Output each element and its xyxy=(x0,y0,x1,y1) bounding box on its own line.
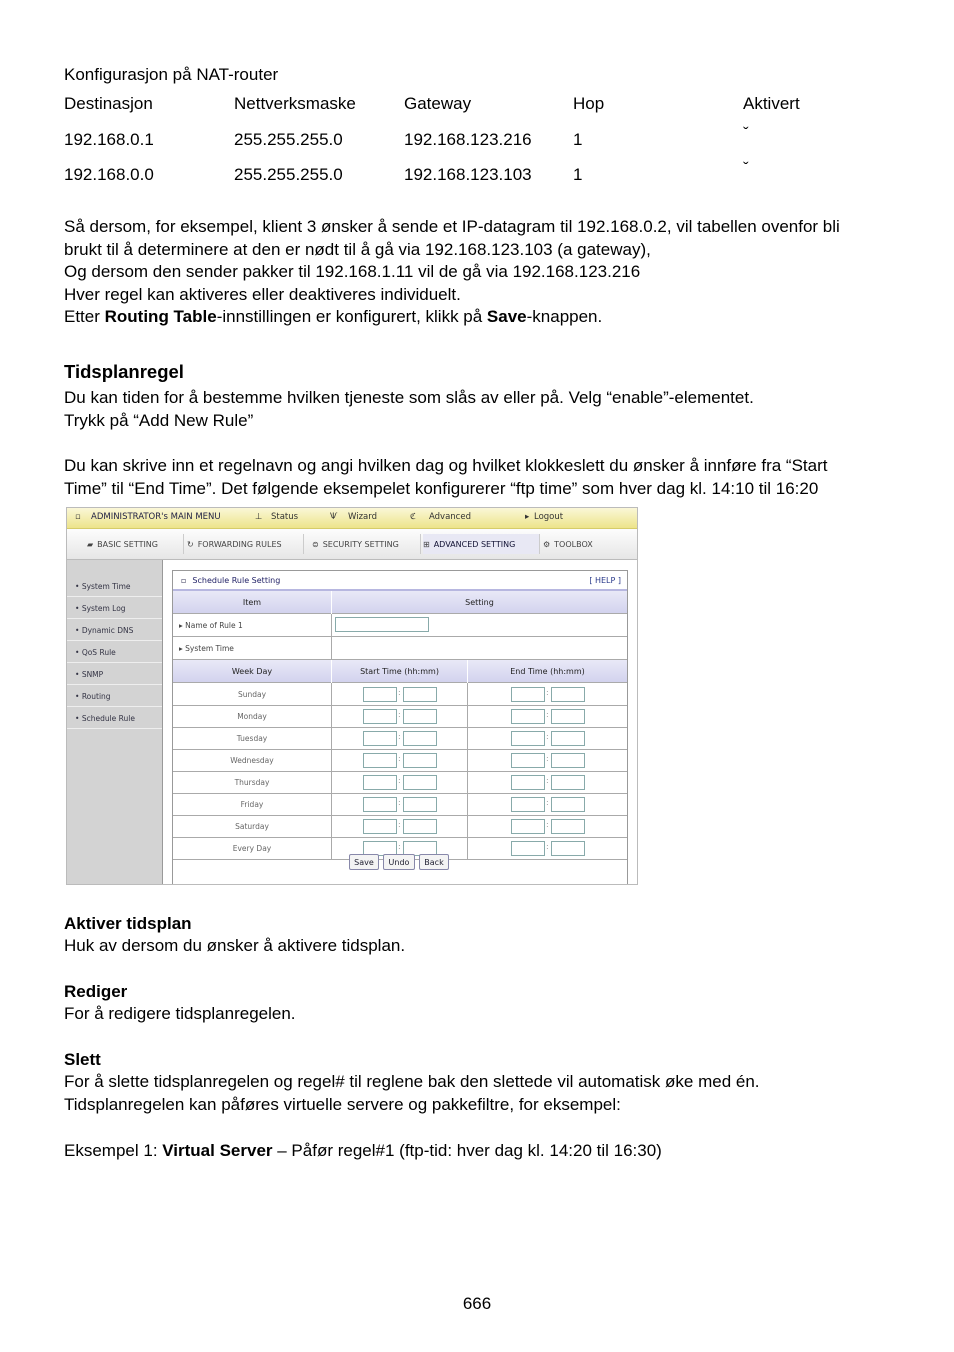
slett-text xyxy=(64,1071,914,1116)
divider xyxy=(331,614,332,636)
day-row xyxy=(173,727,627,750)
time-colon: : xyxy=(398,842,401,851)
end-minute-input[interactable] xyxy=(551,797,585,812)
end-hour-input[interactable] xyxy=(511,841,545,856)
schedule-description xyxy=(64,455,914,500)
slett-heading: Slett xyxy=(64,1050,101,1069)
day-row xyxy=(173,771,627,794)
sidebar-label: System Log xyxy=(81,603,126,613)
label-text: System Time xyxy=(185,643,234,653)
sidebar-item-routing[interactable]: • Routing xyxy=(67,686,162,707)
end-minute-input[interactable] xyxy=(551,687,585,702)
col-start-time-header: Start Time (hh:mm) xyxy=(332,660,467,683)
sidebar-item-snmp[interactable]: • SNMP xyxy=(67,664,162,685)
sidebar-label: Schedule Rule xyxy=(81,713,135,723)
tab-forwarding-rules[interactable] xyxy=(187,534,304,554)
menu-logout[interactable]: Logout xyxy=(534,512,564,522)
text-span: Eksempel 1: xyxy=(64,1141,163,1160)
schedule-rule-panel xyxy=(172,570,628,885)
tab-toolbox[interactable] xyxy=(543,534,617,554)
nat-cell: 255.255.255.0 xyxy=(234,165,343,184)
end-minute-input[interactable] xyxy=(551,753,585,768)
day-label: Monday xyxy=(237,711,267,721)
nat-cell: 1 xyxy=(573,165,583,184)
start-hour-input[interactable] xyxy=(363,753,397,768)
text-line: Time” til “End Time”. Det følgende eksempelet konfigurerer “ftp time” som hver dag kl. 14:10 til 16:20 xyxy=(64,478,819,498)
col-end-time-header: End Time (hh:mm) xyxy=(468,660,627,683)
end-minute-input[interactable] xyxy=(551,775,585,790)
day-label: Wednesday xyxy=(230,755,274,765)
divider xyxy=(331,637,332,659)
label-text: Name of Rule 1 xyxy=(185,620,243,630)
undo-button[interactable]: Undo xyxy=(383,854,415,870)
aktiver-heading: Aktiver tidsplan xyxy=(64,914,192,933)
start-hour-input[interactable] xyxy=(363,775,397,790)
day-row xyxy=(173,705,627,728)
basic-setting-icon: ▰ xyxy=(87,539,94,549)
text-line: Så dersom, for eksempel, klient 3 ønsker å sende et IP-datagram til 192.168.0.2, vil tabellen ovenfor bli xyxy=(64,217,840,236)
rule-name-label: ▸ Name of Rule 1 xyxy=(179,620,243,630)
text-line: Du kan skrive inn et regelnavn og angi hvilken dag og hvilket klokkeslett du ønsker å innføre fra “Start xyxy=(64,456,828,475)
time-colon: : xyxy=(546,732,549,741)
start-hour-input[interactable] xyxy=(363,731,397,746)
rule-name-row xyxy=(173,614,627,637)
end-hour-input[interactable] xyxy=(511,687,545,702)
router-main-menu xyxy=(67,508,637,529)
nat-cell: 192.168.0.0 xyxy=(64,165,154,184)
nat-header-enabled: Aktivert xyxy=(743,94,800,113)
bold-save: Save xyxy=(486,307,527,327)
divider xyxy=(467,705,468,727)
divider xyxy=(331,727,332,749)
text-line: brukt til å determinere at den er nødt til å gå via 192.168.123.103 (a gateway), xyxy=(64,239,651,259)
end-minute-input[interactable] xyxy=(551,841,585,856)
sidebar-label: SNMP xyxy=(81,669,104,679)
sidebar-item-dynamic-dns[interactable]: • Dynamic DNS xyxy=(67,620,162,641)
start-minute-input[interactable] xyxy=(403,709,437,724)
menu-wizard[interactable]: Wizard xyxy=(348,512,377,522)
nat-cell: 192.168.123.103 xyxy=(404,165,532,184)
divider xyxy=(467,727,468,749)
col-week-day-header: Week Day xyxy=(173,660,331,683)
end-hour-input[interactable] xyxy=(511,775,545,790)
sidebar-label: Dynamic DNS xyxy=(81,625,134,635)
divider xyxy=(331,837,332,859)
text-line: Du kan tiden for å bestemme hvilken tjeneste som slås av eller på. Velg “enable”-elementet. xyxy=(64,388,754,407)
wizard-icon: Ѱ xyxy=(330,512,338,522)
router-screenshot xyxy=(66,507,638,885)
start-minute-input[interactable] xyxy=(403,797,437,812)
time-colon: : xyxy=(398,754,401,763)
text-line: Hver regel kan aktiveres eller deaktiveres individuelt. xyxy=(64,284,461,304)
end-hour-input[interactable] xyxy=(511,819,545,834)
time-colon: : xyxy=(546,798,549,807)
text-line: Trykk på “Add New Rule” xyxy=(64,410,254,430)
day-row xyxy=(173,793,627,816)
text-span: Etter xyxy=(64,307,105,327)
tab-basic-setting[interactable] xyxy=(87,534,184,554)
divider xyxy=(467,793,468,815)
page-number: 666 xyxy=(462,1294,492,1313)
nat-header-gateway: Gateway xyxy=(404,94,472,113)
nat-header-hop: Hop xyxy=(573,94,605,113)
day-label: Every Day xyxy=(232,843,272,853)
divider xyxy=(467,771,468,793)
time-colon: : xyxy=(546,820,549,829)
advanced-icon: ℭ xyxy=(410,512,416,522)
sidebar-label: QoS Rule xyxy=(81,647,116,657)
start-hour-input[interactable] xyxy=(363,797,397,812)
tab-label: ADVANCED SETTING xyxy=(433,539,516,549)
tab-advanced-setting[interactable] xyxy=(423,534,540,554)
system-time-label: ▸ System Time xyxy=(179,643,234,653)
time-colon: : xyxy=(398,732,401,741)
end-hour-input[interactable] xyxy=(511,731,545,746)
text-span: -innstillingen er konfigurert, klikk på xyxy=(216,307,487,327)
nat-cell: 192.168.0.1 xyxy=(64,130,154,149)
time-colon: : xyxy=(398,776,401,785)
time-colon: : xyxy=(546,710,549,719)
col-item-header: Item xyxy=(173,591,331,614)
day-label: Thursday xyxy=(234,777,270,787)
divider xyxy=(331,815,332,837)
day-row xyxy=(173,749,627,772)
nat-check-mark: ˇ xyxy=(743,159,749,178)
rediger-text: For å redigere tidsplanregelen. xyxy=(64,1004,296,1023)
divider xyxy=(467,837,468,859)
start-minute-input[interactable] xyxy=(403,819,437,834)
end-hour-input[interactable] xyxy=(511,709,545,724)
divider xyxy=(467,815,468,837)
text-line xyxy=(64,306,904,329)
status-icon: ⊥ xyxy=(255,512,263,522)
router-tabs xyxy=(67,529,637,560)
menu-admin[interactable]: ADMINISTRATOR's MAIN MENU xyxy=(91,512,221,522)
divider xyxy=(467,749,468,771)
text-span: -knappen. xyxy=(526,307,603,327)
day-row xyxy=(173,815,627,838)
time-colon: : xyxy=(546,842,549,851)
nat-cell: 1 xyxy=(573,130,583,149)
text-line: Og dersom den sender pakker til 192.168.1.11 vil de gå via 192.168.123.216 xyxy=(64,262,641,282)
system-time-row xyxy=(173,637,627,660)
intro-title: Konfigurasjon på NAT-router xyxy=(64,65,279,84)
divider xyxy=(331,771,332,793)
text-line: Tidsplanregelen kan påføres virtuelle servere og pakkefiltre, for eksempel: xyxy=(64,1094,621,1114)
tab-security-setting[interactable] xyxy=(312,534,421,554)
day-label: Saturday xyxy=(235,821,269,831)
panel-icon: ▫ xyxy=(181,575,187,585)
section-heading: Tidsplanregel xyxy=(64,361,184,382)
day-row xyxy=(173,683,627,706)
time-colon: : xyxy=(398,820,401,829)
start-minute-input[interactable] xyxy=(403,775,437,790)
divider xyxy=(331,705,332,727)
sidebar-item-system-log[interactable]: • System Log xyxy=(67,598,162,619)
nat-header-destination: Destinasjon xyxy=(64,94,153,113)
start-minute-input[interactable] xyxy=(403,753,437,768)
time-colon: : xyxy=(398,710,401,719)
text-span: – Påfør regel#1 (ftp-tid: hver dag kl. 14:20 til 16:30) xyxy=(272,1141,662,1160)
bold-routing-table: Routing Table xyxy=(104,307,217,327)
routing-explanation xyxy=(64,216,904,329)
nat-cell: 255.255.255.0 xyxy=(234,130,343,149)
start-hour-input[interactable] xyxy=(363,687,397,702)
rediger-heading: Rediger xyxy=(64,982,128,1001)
start-hour-input[interactable] xyxy=(363,819,397,834)
end-hour-input[interactable] xyxy=(511,797,545,812)
save-button[interactable]: Save xyxy=(349,854,379,870)
nat-cell: 192.168.123.216 xyxy=(404,130,532,149)
advanced-setting-icon: ⊞ xyxy=(423,539,430,549)
bold-virtual-server: Virtual Server xyxy=(162,1141,273,1160)
menu-advanced[interactable]: Advanced xyxy=(429,512,471,522)
sidebar-item-qos-rule[interactable]: • QoS Rule xyxy=(67,642,162,663)
sidebar-item-system-time[interactable]: • System Time xyxy=(67,576,162,597)
rule-name-input[interactable] xyxy=(335,617,429,632)
logout-icon: ▸ xyxy=(525,512,530,522)
end-minute-input[interactable] xyxy=(551,709,585,724)
back-button[interactable]: Back xyxy=(419,854,449,870)
divider xyxy=(331,793,332,815)
router-sidebar xyxy=(67,560,163,884)
time-colon: : xyxy=(546,776,549,785)
tab-label: FORWARDING RULES xyxy=(197,539,282,549)
aktiver-text: Huk av dersom du ønsker å aktivere tidsplan. xyxy=(64,936,406,955)
tab-label: TOOLBOX xyxy=(554,539,593,549)
divider xyxy=(467,683,468,705)
example-line xyxy=(64,1140,662,1162)
day-label: Tuesday xyxy=(236,733,268,743)
col-setting-header: Setting xyxy=(332,591,627,614)
start-hour-input[interactable] xyxy=(363,709,397,724)
day-label: Friday xyxy=(240,799,264,809)
sidebar-label: System Time xyxy=(81,581,131,591)
time-colon: : xyxy=(398,798,401,807)
time-colon: : xyxy=(398,688,401,697)
menu-status[interactable]: Status xyxy=(271,512,299,522)
nat-header-netmask: Nettverksmaske xyxy=(234,94,356,113)
forwarding-icon: ↻ xyxy=(187,539,194,549)
time-colon: : xyxy=(546,688,549,697)
divider xyxy=(331,683,332,705)
menu-icon: ▫ xyxy=(75,512,81,522)
security-icon: ⊜ xyxy=(312,539,319,549)
schedule-intro xyxy=(64,387,904,432)
divider xyxy=(331,749,332,771)
text-line: For å slette tidsplanregelen og regel# til reglene bak den slettede vil automatisk øke med én. xyxy=(64,1072,760,1091)
panel-title: Schedule Rule Setting xyxy=(192,575,281,585)
start-minute-input[interactable] xyxy=(403,687,437,702)
end-hour-input[interactable] xyxy=(511,753,545,768)
toolbox-icon: ⚙ xyxy=(543,539,551,549)
time-colon: : xyxy=(546,754,549,763)
end-minute-input[interactable] xyxy=(551,731,585,746)
panel-title-bar xyxy=(173,571,627,591)
nat-check-mark: ˇ xyxy=(743,124,749,143)
end-minute-input[interactable] xyxy=(551,819,585,834)
tab-label: BASIC SETTING xyxy=(97,539,158,549)
sidebar-label: Routing xyxy=(81,691,111,701)
help-link[interactable]: [ HELP ] xyxy=(589,575,621,585)
sidebar-item-schedule-rule[interactable]: • Schedule Rule xyxy=(67,708,162,729)
day-label: Sunday xyxy=(237,689,267,699)
tab-label: SECURITY SETTING xyxy=(322,539,399,549)
start-minute-input[interactable] xyxy=(403,731,437,746)
